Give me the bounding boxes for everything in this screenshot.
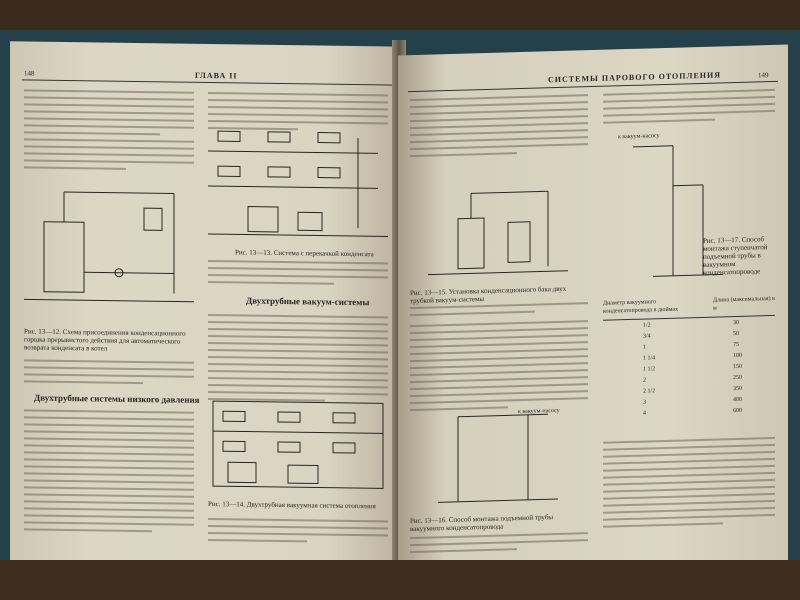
figure-13-17-label: к вакуум-насосу bbox=[618, 133, 660, 141]
figure-13-16-legend bbox=[410, 532, 588, 558]
left-running-head: ГЛАВА II bbox=[195, 70, 238, 81]
figure-13-12-caption: Рис. 13—12. Схема присоединения конденсационного горшка прерывистого действия для автоматического возврата конденсата в котел bbox=[24, 327, 186, 353]
left-col-legend bbox=[24, 359, 194, 389]
table-cell-length: 75 bbox=[733, 341, 739, 349]
table-cell-length: 150 bbox=[733, 363, 742, 371]
table-cell-length: 250 bbox=[733, 374, 742, 382]
table-cell-diameter: 1 bbox=[643, 344, 646, 351]
figure-13-15-caption: Рис. 13—15. Установка конденсационного бака двух трубкой вакуум-системы bbox=[410, 284, 567, 306]
left-header-rule bbox=[22, 79, 394, 85]
table-cell-length: 100 bbox=[733, 352, 742, 360]
table-cell-diameter: 3/4 bbox=[643, 333, 651, 340]
left-page-number: 148 bbox=[24, 69, 35, 78]
figure-13-15 bbox=[428, 181, 568, 285]
pipe-length-table bbox=[603, 295, 775, 430]
right-col2-text-bottom bbox=[603, 437, 775, 533]
left-col2-text-mid bbox=[208, 314, 388, 408]
right-page bbox=[398, 45, 788, 576]
table-cell-length: 600 bbox=[733, 407, 742, 415]
left-col-text-bottom bbox=[24, 409, 194, 537]
right-running-head: СИСТЕМЫ ПАРОВОГО ОТОПЛЕНИЯ bbox=[548, 70, 722, 85]
table-col2-head: Длина (максимальная) в м bbox=[713, 295, 775, 312]
figure-13-13-legend bbox=[208, 260, 388, 291]
table-cell-diameter: 4 bbox=[643, 410, 646, 417]
figure-13-14-legend bbox=[208, 518, 388, 549]
left-page bbox=[10, 41, 406, 567]
right-col2-text-top bbox=[603, 89, 775, 129]
table-cell-length: 50 bbox=[733, 330, 739, 338]
table-col1-head: Диаметр вакуумного конденсатопровода в дюймах bbox=[603, 299, 679, 315]
heading-low-pressure: Двухтрубные системы низкого давления bbox=[34, 392, 200, 405]
figure-13-15-legend bbox=[410, 302, 588, 321]
table-cell-length: 400 bbox=[733, 396, 742, 404]
table-cell-diameter: 1/2 bbox=[643, 322, 651, 329]
heading-vacuum: Двухтрубные вакуум-системы bbox=[246, 295, 370, 308]
figure-13-17-caption: Рис. 13—17. Способ монтажа ступенчатой подъемной трубы в вакуумном конденсатопроводе bbox=[703, 235, 768, 277]
table-cell-diameter: 2 bbox=[643, 377, 646, 384]
table-cell-length: 30 bbox=[733, 319, 739, 327]
figure-13-12 bbox=[24, 181, 194, 323]
table-cell-diameter: 3 bbox=[643, 399, 646, 406]
table-cell-length: 350 bbox=[733, 385, 742, 393]
figure-13-16-label: к вакуум-насосу bbox=[518, 407, 560, 416]
figure-13-14 bbox=[208, 396, 388, 499]
figure-13-13 bbox=[208, 126, 388, 249]
figure-13-14-caption: Рис. 13—14. Двухтрубная вакуумная система отопления bbox=[208, 500, 376, 511]
table-cell-diameter: 1 1/2 bbox=[643, 366, 656, 373]
figure-13-13-caption: Рис. 13—13. Система с перекачкой конденсата bbox=[235, 248, 374, 259]
right-page-number: 149 bbox=[758, 71, 769, 80]
right-col1-text-top bbox=[410, 94, 588, 162]
table-surface bbox=[0, 560, 800, 600]
figure-13-16-caption: Рис. 13—16. Способ монтажа подъемной трубы вакуумного конденсатопровода bbox=[410, 513, 554, 534]
table-cell-diameter: 2 1/2 bbox=[643, 388, 656, 395]
table-cell-diameter: 1 1/4 bbox=[643, 355, 656, 362]
left-col-text-top bbox=[24, 89, 194, 175]
